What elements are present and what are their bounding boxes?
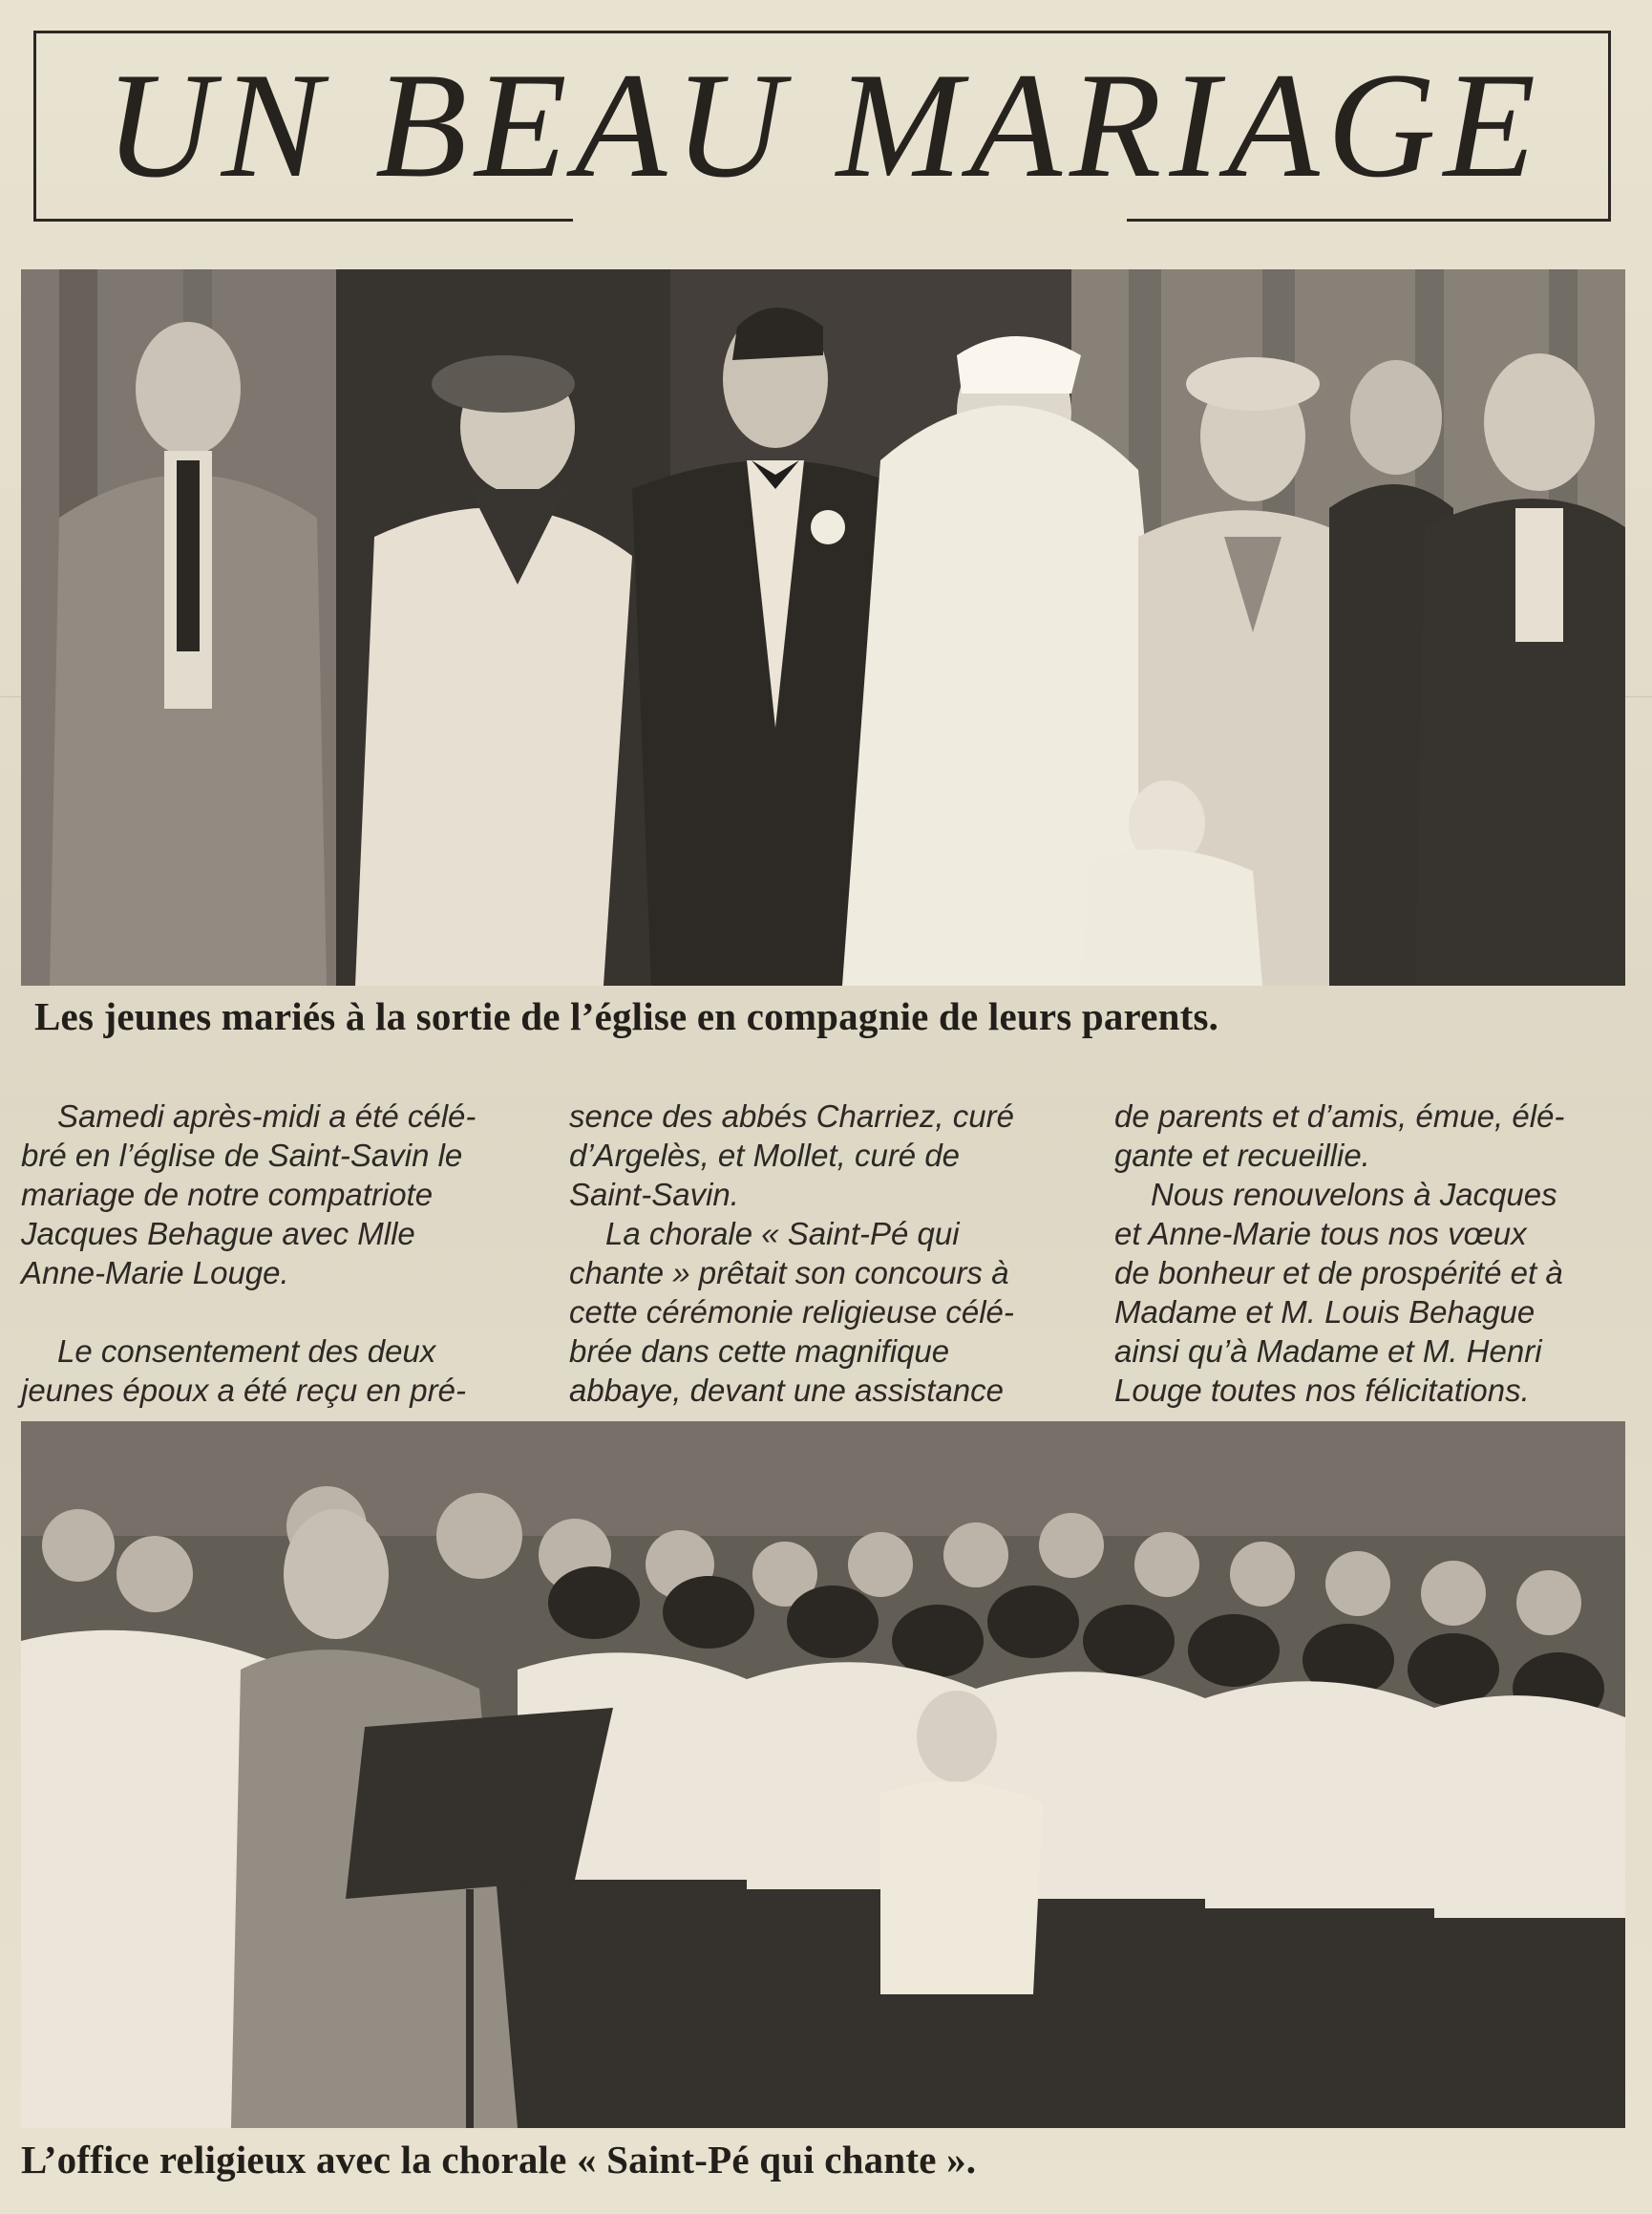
text-line: Anne-Marie Louge. bbox=[21, 1255, 289, 1290]
article-paragraph bbox=[21, 1096, 541, 1292]
text-line: Jacques Behague avec Mlle bbox=[21, 1216, 415, 1251]
text-line: abbaye, devant une assistance bbox=[569, 1373, 1004, 1408]
choir-photo bbox=[21, 1421, 1625, 2128]
text-line: gante et recueillie. bbox=[1114, 1138, 1370, 1173]
text-line: La chorale « Saint-Pé qui bbox=[605, 1216, 960, 1251]
article-paragraph bbox=[1114, 1175, 1620, 1410]
text-line: de parents et d’amis, émue, élé- bbox=[1114, 1098, 1565, 1134]
text-line: Madame et M. Louis Behague bbox=[1114, 1294, 1536, 1330]
article-column-2 bbox=[569, 1096, 1090, 1410]
text-line: sence des abbés Charriez, curé bbox=[569, 1098, 1014, 1134]
text-line: d’Argelès, et Mollet, curé de bbox=[569, 1138, 961, 1173]
text-line: cette cérémonie religieuse célé- bbox=[569, 1294, 1014, 1330]
photo-caption-wedding: Les jeunes mariés à la sortie de l’église en compagnie de leurs parents. bbox=[34, 994, 1219, 1038]
wedding-party-photo bbox=[21, 269, 1625, 986]
text-line: Le consentement des deux bbox=[57, 1333, 436, 1369]
text-line: Saint-Savin. bbox=[569, 1177, 739, 1212]
text-line: de bonheur et de prospérité et à bbox=[1114, 1255, 1563, 1290]
text-line: Nous renouvelons à Jacques bbox=[1151, 1177, 1557, 1212]
text-line: ainsi qu’à Madame et M. Henri bbox=[1114, 1333, 1542, 1369]
text-line: chante » prêtait son concours à bbox=[569, 1255, 1009, 1290]
text-line: bré en l’église de Saint-Savin le bbox=[21, 1138, 463, 1173]
article-column-3 bbox=[1114, 1096, 1620, 1410]
headline: UN BEAU MARIAGE bbox=[104, 42, 1544, 209]
article-paragraph bbox=[569, 1214, 1090, 1410]
article-paragraph bbox=[21, 1331, 541, 1410]
article-paragraph bbox=[1114, 1096, 1620, 1175]
headline-box bbox=[33, 31, 1611, 222]
text-line: Louge toutes nos félicitations. bbox=[1114, 1373, 1530, 1408]
article-paragraph bbox=[569, 1096, 1090, 1214]
article-column-1 bbox=[21, 1096, 541, 1410]
text-line: Samedi après-midi a été célé- bbox=[57, 1098, 477, 1134]
headline-box-gap bbox=[573, 212, 1127, 231]
photo-caption-choir: L’office religieux avec la chorale « Saint-Pé qui chante ». bbox=[21, 2138, 977, 2182]
text-line: brée dans cette magnifique bbox=[569, 1333, 950, 1369]
text-line: et Anne-Marie tous nos vœux bbox=[1114, 1216, 1527, 1251]
text-line: jeunes époux a été reçu en pré- bbox=[21, 1373, 466, 1408]
text-line: mariage de notre compatriote bbox=[21, 1177, 434, 1212]
